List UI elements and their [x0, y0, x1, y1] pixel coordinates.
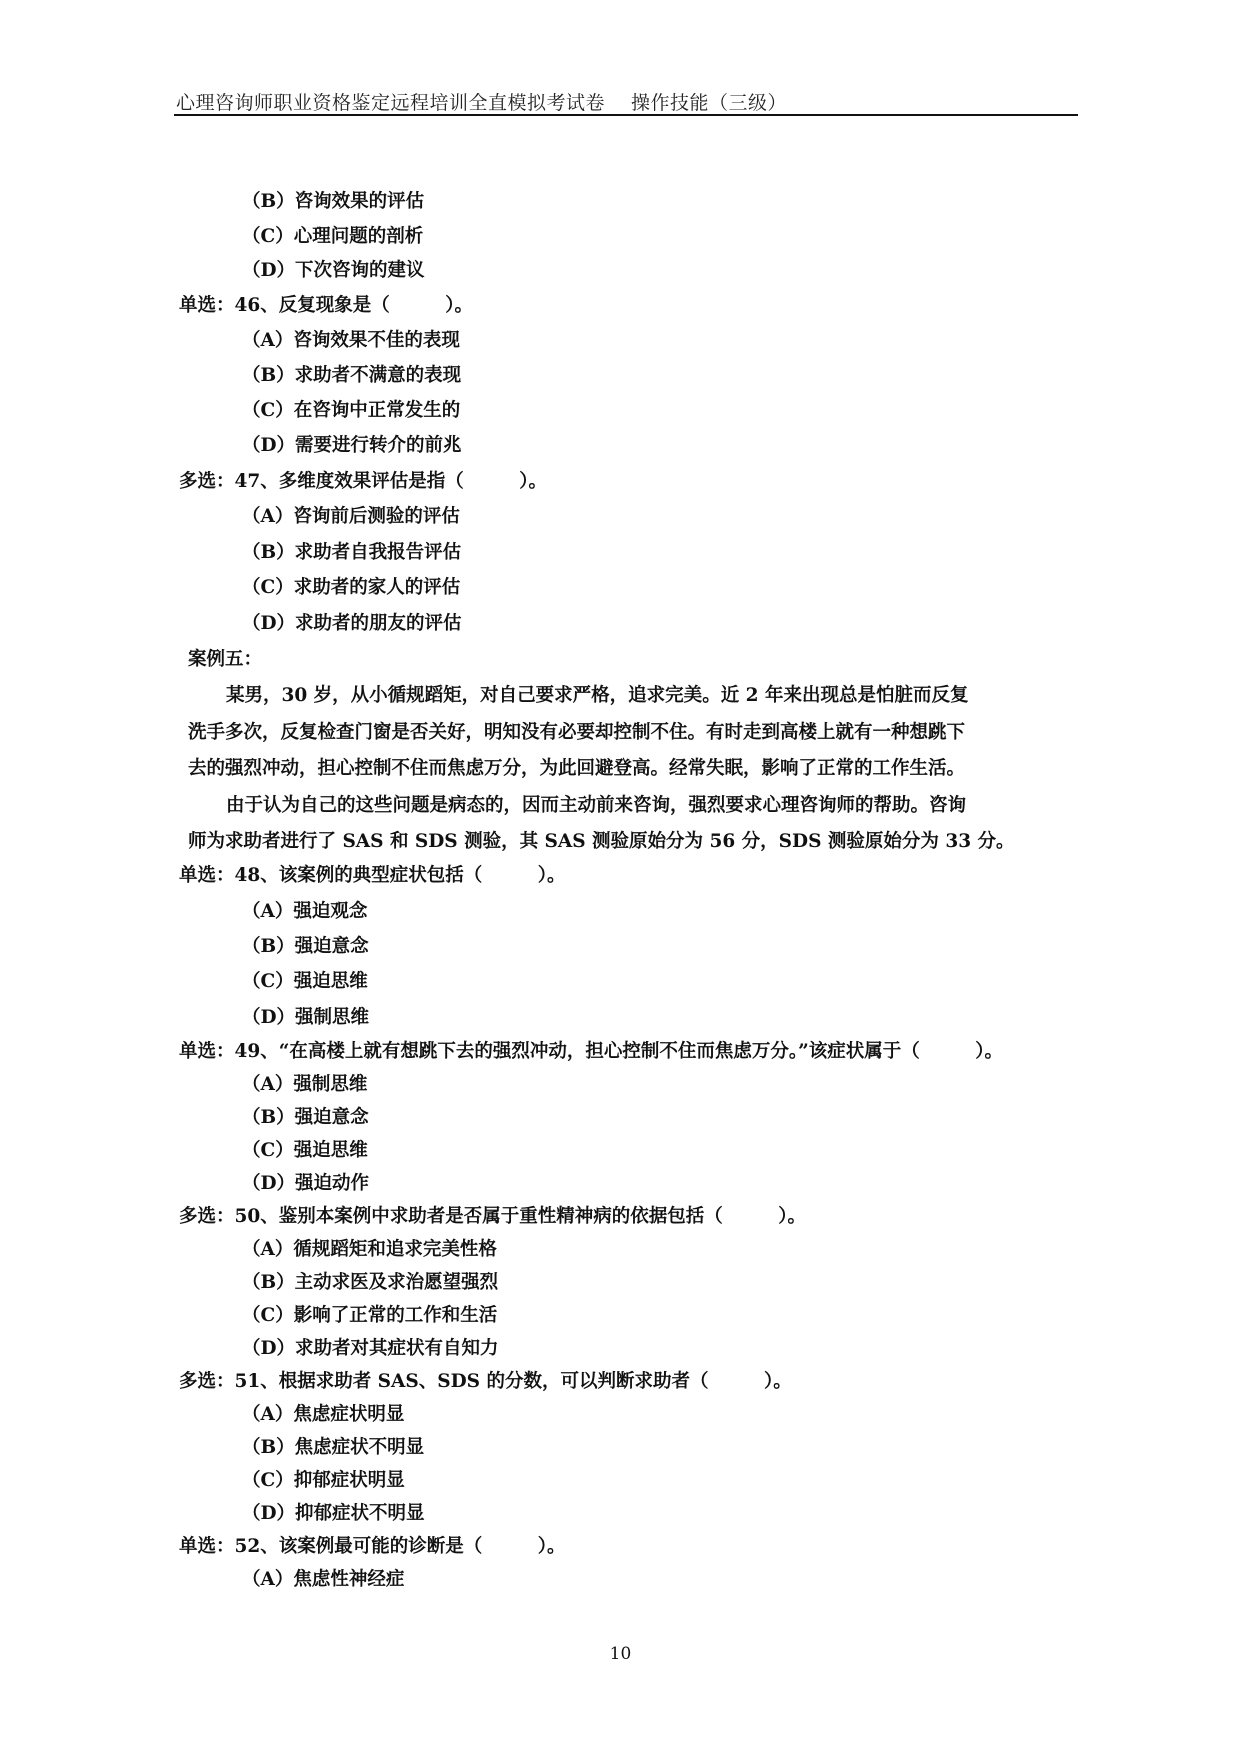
option-line: （C）影响了正常的工作和生活: [242, 1305, 498, 1326]
option-line: （C）强迫思维: [242, 971, 368, 992]
question-line: 多选：51、根据求助者 SAS、SDS 的分数，可以判断求助者（ ）。: [179, 1371, 792, 1392]
option-line: （B）焦虑症状不明显: [242, 1437, 425, 1458]
option-line: （D）下次咨询的建议: [242, 260, 425, 281]
option-line: （D）需要进行转介的前兆: [242, 435, 462, 456]
case-title: 案例五：: [188, 649, 263, 670]
option-line: （A）焦虑性神经症: [242, 1569, 405, 1590]
option-line: （A）循规蹈矩和追求完美性格: [242, 1239, 497, 1260]
page-number: 10: [609, 1644, 632, 1664]
option-line: （B）强迫意念: [242, 1107, 369, 1128]
option-line: （B）主动求医及求治愿望强烈: [242, 1272, 499, 1293]
page-header: [176, 88, 1076, 115]
option-line: （D）求助者对其症状有自知力: [242, 1338, 499, 1359]
header-title: 心理咨询师职业资格鉴定远程培训全直模拟考试卷: [176, 92, 606, 114]
option-line: （D）求助者的朋友的评估: [242, 613, 462, 634]
option-line: （C）在咨询中正常发生的: [242, 400, 461, 421]
question-line: 单选：52、该案例最可能的诊断是（ ）。: [179, 1536, 566, 1557]
option-line: （C）心理问题的剖析: [242, 226, 424, 247]
option-line: （D）抑郁症状不明显: [242, 1503, 425, 1524]
option-line: （A）咨询效果不佳的表现: [242, 330, 460, 351]
option-line: （B）强迫意念: [242, 936, 369, 957]
option-line: （A）强迫观念: [242, 901, 368, 922]
question-line: 单选：46、反复现象是（ ）。: [179, 295, 473, 316]
option-line: （C）抑郁症状明显: [242, 1470, 405, 1491]
question-line: 单选：49、“在高楼上就有想跳下去的强烈冲动，担心控制不住而焦虑万分。”该症状属于（ ）。: [179, 1041, 1004, 1062]
header-rule: [174, 114, 1078, 116]
option-line: （D）强迫动作: [242, 1173, 370, 1194]
option-line: （B）咨询效果的评估: [242, 191, 425, 212]
question-line: 多选：47、多维度效果评估是指（ ）。: [179, 471, 547, 492]
question-line: 多选：50、鉴别本案例中求助者是否属于重性精神病的依据包括（ ）。: [179, 1206, 806, 1227]
case-paragraph-line: 由于认为自己的这些问题是病态的，因而主动前来咨询，强烈要求心理咨询师的帮助。咨询: [226, 795, 967, 816]
case-paragraph-line: 某男，30 岁，从小循规蹈矩，对自己要求严格，追求完美。近 2 年来出现总是怕脏而反复: [226, 685, 969, 706]
option-line: （C）求助者的家人的评估: [242, 577, 461, 598]
option-line: （B）求助者不满意的表现: [242, 365, 462, 386]
option-line: （A）强制思维: [242, 1074, 368, 1095]
case-paragraph-line: 去的强烈冲动，担心控制不住而焦虑万分，为此回避登高。经常失眠，影响了正常的工作生活。: [188, 758, 966, 779]
option-line: （A）咨询前后测验的评估: [242, 506, 460, 527]
case-paragraph-line: 洗手多次，反复检查门窗是否关好，明知没有必要却控制不住。有时走到高楼上就有一种想跳下: [188, 722, 966, 743]
option-line: （D）强制思维: [242, 1007, 370, 1028]
option-line: （B）求助者自我报告评估: [242, 542, 462, 563]
question-line: 单选：48、该案例的典型症状包括（ ）。: [179, 865, 566, 886]
case-paragraph-line: 师为求助者进行了 SAS 和 SDS 测验，其 SAS 测验原始分为 56 分，SDS 测验原始分为 33 分。: [188, 831, 1015, 852]
option-line: （A）焦虑症状明显: [242, 1404, 405, 1425]
option-line: （C）强迫思维: [242, 1140, 368, 1161]
header-section: 操作技能（三级）: [631, 92, 788, 114]
